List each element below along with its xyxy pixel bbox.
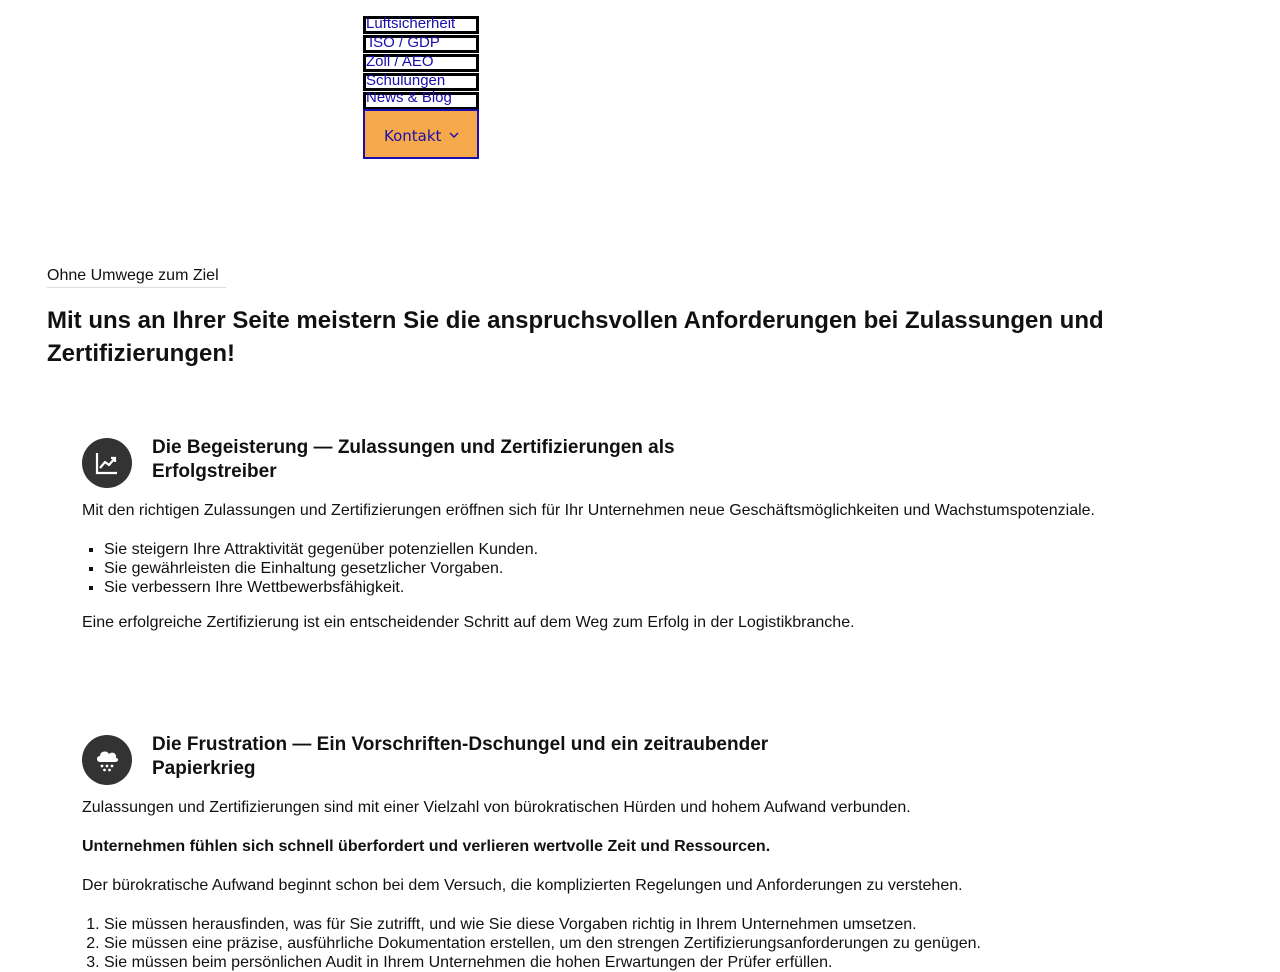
contact-button[interactable]	[363, 109, 479, 159]
section-header	[82, 735, 1202, 785]
section-intro: Mit den richtigen Zulassungen und Zertifizierungen eröffnen sich für Ihr Unternehmen neue Geschäftsmöglichkeiten und Wachstumspotenziale.	[82, 502, 1095, 519]
list-item: 2. Sie müssen eine präzise, ausführliche Dokumentation erstellen, um den strengen Zertifizierungsanforderungen zu genügen.	[104, 934, 1202, 953]
section-intro: Zulassungen und Zertifizierungen sind mit einer Vielzahl von bürokratischen Hürden und hohem Aufwand verbunden.	[82, 799, 911, 816]
chart-growth-icon	[82, 438, 132, 488]
list-item: 1. Sie müssen herausfinden, was für Sie zutrifft, und wie Sie diese Vorgaben richtig in Ihrem Unternehmen umsetzen.	[104, 915, 1202, 934]
section-header	[82, 438, 1202, 488]
list-item: ▪ Sie verbessern Ihre Wettbewerbsfähigkeit.	[104, 578, 1202, 597]
nav-item-label: ISO / GDP	[369, 34, 440, 51]
hero-title: Mit uns an Ihrer Seite meistern Sie die anspruchsvollen Anforderungen bei Zulassungen und Zertifizierungen!	[47, 307, 1104, 367]
nav-item-label: News & Blog	[366, 89, 452, 106]
section-enthusiasm	[82, 438, 1202, 632]
list-item: ▪ Sie steigern Ihre Attraktivität gegenüber potenziellen Kunden.	[104, 540, 1202, 559]
main-navigation	[363, 16, 479, 143]
nav-item-news-blog[interactable]	[363, 89, 479, 110]
section-outro: Eine erfolgreiche Zertifizierung ist ein entscheidender Schritt auf dem Weg zum Erfolg in der Logistikbranche.	[82, 614, 855, 631]
nav-item-label: Zoll / AEO	[366, 53, 434, 70]
nav-item-label: Luftsicherheit	[366, 15, 456, 32]
nav-item-zoll-aeo[interactable]	[363, 54, 479, 72]
section-title: Die Frustration — Ein Vorschriften-Dschungel und ein zeitraubender Papierkrieg	[152, 734, 769, 779]
steps-list	[82, 915, 1202, 972]
list-item: ▪ Sie gewährleisten die Einhaltung gesetzlicher Vorgaben.	[104, 559, 1202, 578]
nav-item-label: Schulungen	[366, 72, 446, 89]
section-title: Die Begeisterung — Zulassungen und Zertifizierungen als Erfolgstreiber	[152, 437, 675, 482]
hero-eyebrow: Ohne Umwege zum Ziel	[47, 266, 226, 288]
contact-button-top	[365, 111, 477, 117]
nav-item-luftsicherheit[interactable]	[363, 16, 479, 34]
section-lead: Der bürokratische Aufwand beginnt schon bei dem Versuch, die komplizierten Regelungen und Anforderungen zu verstehen.	[82, 877, 963, 894]
benefit-list	[82, 540, 1202, 597]
rain-cloud-icon	[82, 735, 132, 785]
chevron-down-icon	[449, 130, 459, 140]
section-frustration	[82, 735, 1202, 972]
nav-item-iso-gdp[interactable]	[363, 35, 479, 53]
contact-button-label: Kontakt	[384, 127, 442, 145]
section-emphasis: Unternehmen fühlen sich schnell überfordert und verlieren wertvolle Zeit und Ressourcen.	[82, 838, 771, 855]
list-item: 3. Sie müssen beim persönlichen Audit in Ihrem Unternehmen die hohen Erwartungen der Prüfer erfüllen.	[104, 953, 1202, 972]
